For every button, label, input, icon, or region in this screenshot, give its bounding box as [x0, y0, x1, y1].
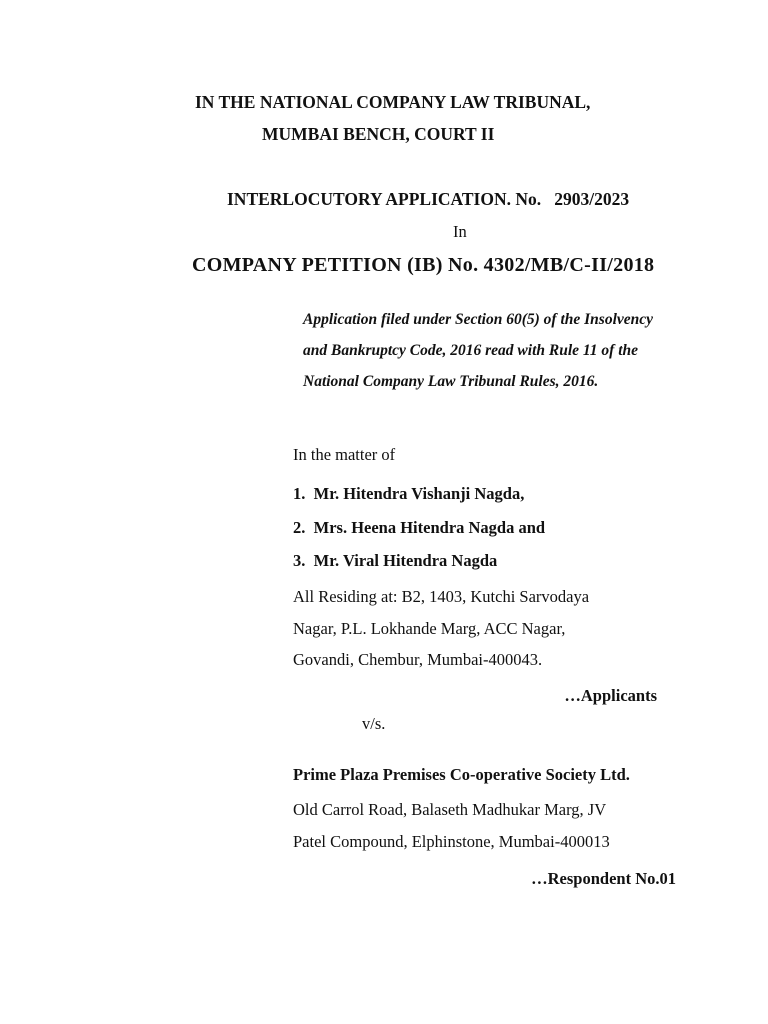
applicants-label: …Applicants	[564, 686, 657, 705]
application-number: INTERLOCUTORY APPLICATION. No. 2903/2023	[227, 189, 630, 209]
respondent-address-line: Old Carrol Road, Balaseth Madhukar Marg, JV	[293, 800, 607, 819]
applicant-address-line: Nagar, P.L. Lokhande Marg, ACC Nagar,	[293, 619, 566, 638]
matter-intro: In the matter of	[293, 445, 396, 464]
applicant-item: 2. Mrs. Heena Hitendra Nagda and	[293, 518, 546, 537]
description-line: Application filed under Section 60(5) of the Insolvency	[303, 311, 654, 328]
respondent-name: Prime Plaza Premises Co-operative Society Ltd.	[293, 765, 630, 784]
tribunal-heading: IN THE NATIONAL COMPANY LAW TRIBUNAL,	[195, 92, 591, 112]
applicant-item: 3. Mr. Viral Hitendra Nagda	[293, 551, 498, 570]
in-connector: In	[453, 222, 467, 241]
respondent-label: …Respondent No.01	[531, 869, 676, 888]
applicant-item: 1. Mr. Hitendra Vishanji Nagda,	[293, 484, 525, 503]
bench-heading: MUMBAI BENCH, COURT II	[262, 124, 495, 144]
applicant-address-line: All Residing at: B2, 1403, Kutchi Sarvodaya	[293, 587, 590, 606]
description-line: and Bankruptcy Code, 2016 read with Rule 11 of the	[303, 342, 639, 359]
petition-number: COMPANY PETITION (IB) No. 4302/MB/C-II/2018	[192, 254, 655, 276]
respondent-address-line: Patel Compound, Elphinstone, Mumbai-400013	[293, 832, 610, 851]
versus: v/s.	[362, 714, 386, 733]
applicant-address-line: Govandi, Chembur, Mumbai-400043.	[293, 650, 543, 669]
description-line: National Company Law Tribunal Rules, 2016.	[303, 373, 599, 390]
